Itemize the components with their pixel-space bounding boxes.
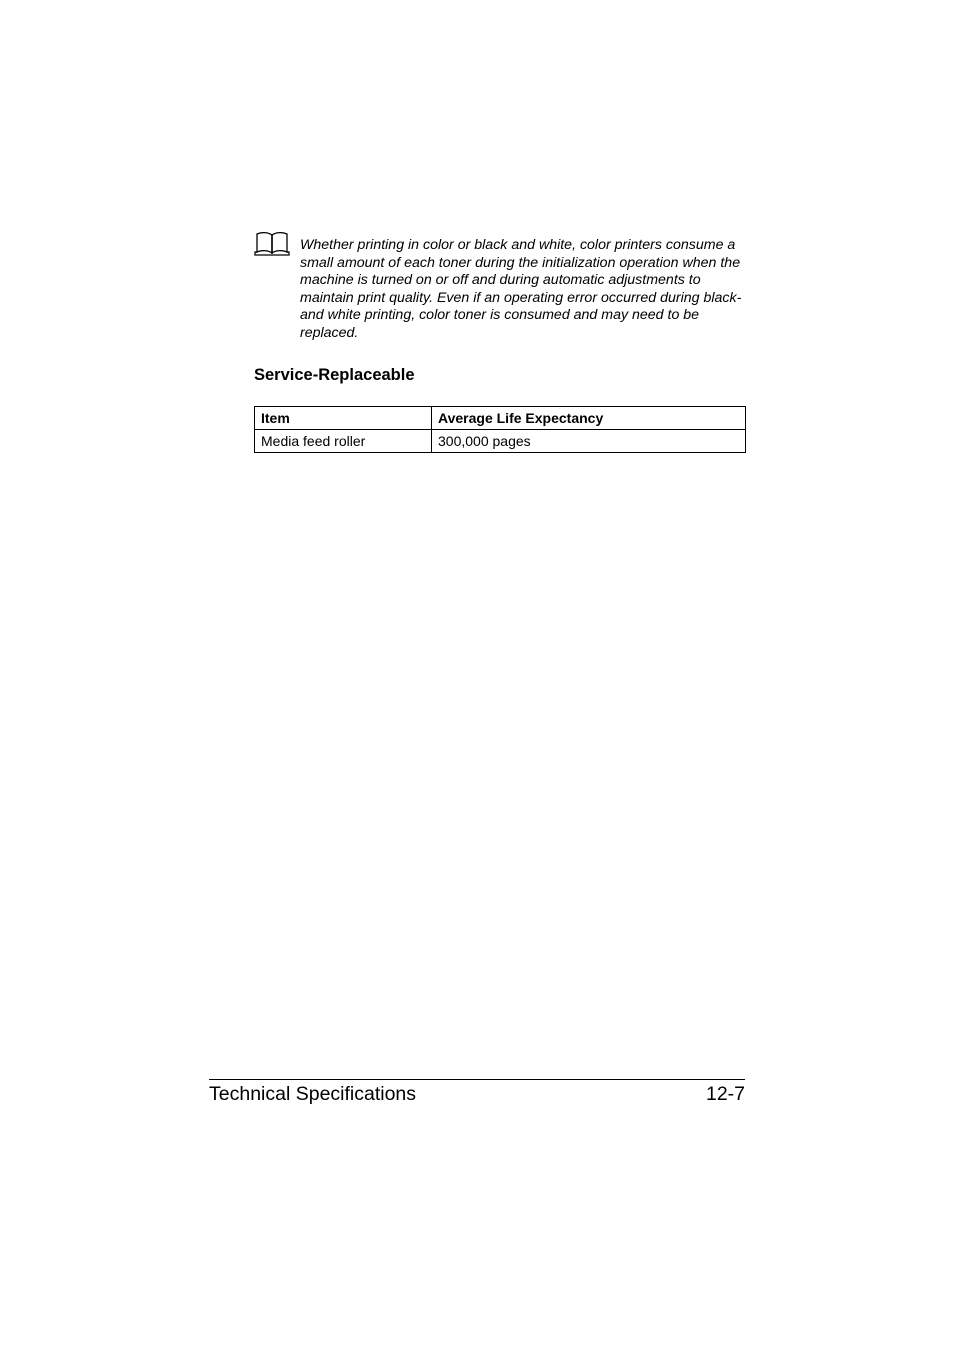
book-icon xyxy=(254,230,290,256)
table-header-row xyxy=(255,407,746,430)
table-cell-life-expectancy: 300,000 pages xyxy=(432,430,746,453)
section-heading: Service-Replaceable xyxy=(254,366,415,384)
note-text: Whether printing in color or black and white, color printers consume a small amount of each toner during the initialization operation when the machine is turned on or off and during automatic adjustments to maintain print quality. Even if an operating error occurred during black-and white printing, color toner is consumed and may need to be replaced. xyxy=(300,237,742,341)
column-header-life-expectancy: Average Life Expectancy xyxy=(432,407,746,430)
footer-page-number: 12-7 xyxy=(705,1083,745,1105)
footer-title: Technical Specifications xyxy=(209,1083,417,1105)
table-cell-item: Media feed roller xyxy=(255,430,432,453)
column-header-item: Item xyxy=(255,407,432,430)
service-replaceable-table xyxy=(254,406,746,453)
table-row xyxy=(255,430,746,453)
footer-divider xyxy=(209,1079,745,1080)
